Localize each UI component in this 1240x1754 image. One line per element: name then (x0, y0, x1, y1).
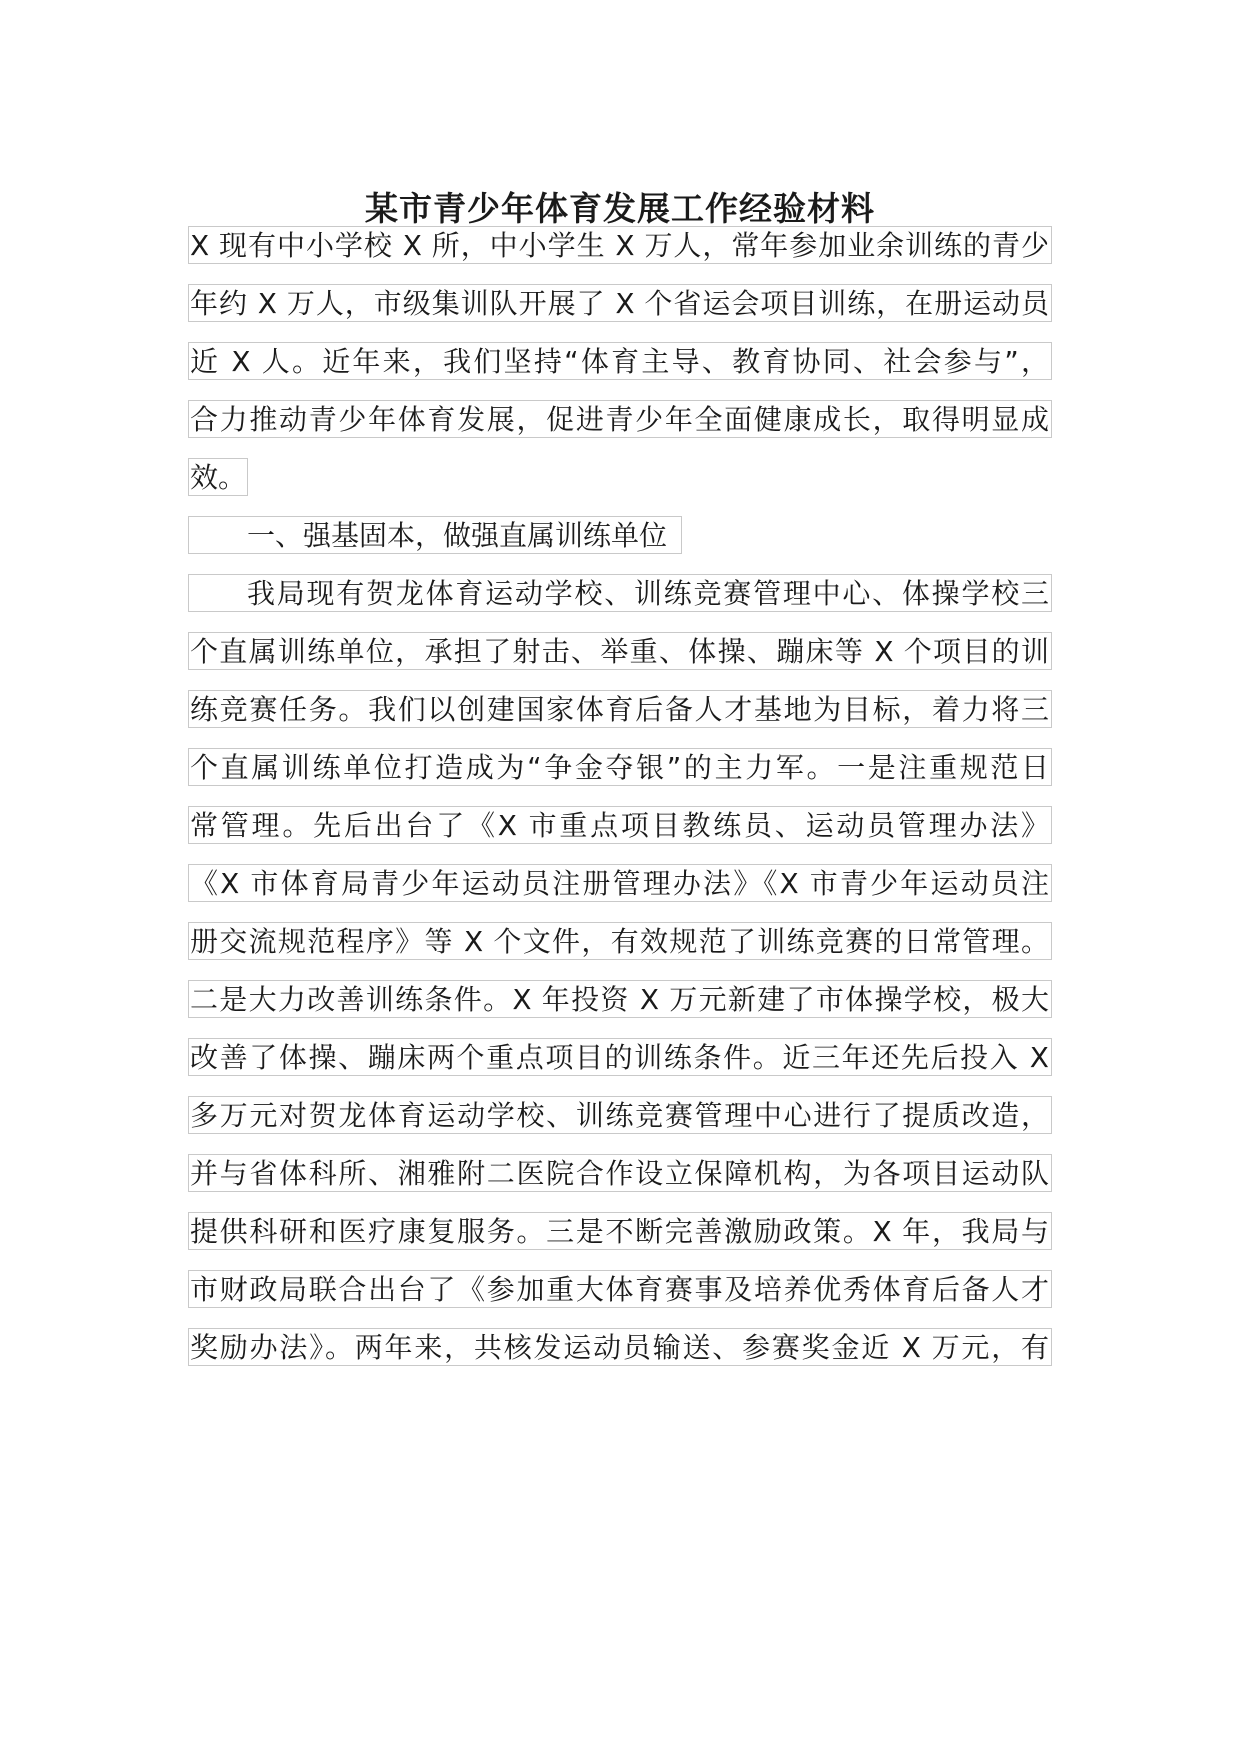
text-line: 个直属训练单位，承担了射击、举重、体操、蹦床等 X 个项目的训 (188, 632, 1052, 670)
text-line: 合力推动青少年体育发展，促进青少年全面健康成长，取得明显成 (188, 400, 1052, 438)
text-line: 提供科研和医疗康复服务。三是不断完善激励政策。X 年，我局与 (188, 1212, 1052, 1250)
text-line: 奖励办法》。两年来，共核发运动员输送、参赛奖金近 X 万元，有 (188, 1328, 1052, 1366)
text-line: 练竞赛任务。我们以创建国家体育后备人才基地为目标，着力将三 (188, 690, 1052, 728)
text-line: 册交流规范程序》等 X 个文件，有效规范了训练竞赛的日常管理。 (188, 922, 1052, 960)
text-line: 市财政局联合出台了《参加重大体育赛事及培养优秀体育后备人才 (188, 1270, 1052, 1308)
text-line: 年约 X 万人，市级集训队开展了 X 个省运会项目训练，在册运动员 (188, 284, 1052, 322)
text-line: 个直属训练单位打造成为“争金夺银”的主力军。一是注重规范日 (188, 748, 1052, 786)
text-line: 效。 (188, 458, 248, 496)
text-line: X 现有中小学校 X 所，中小学生 X 万人，常年参加业余训练的青少 (188, 226, 1052, 264)
text-line: 改善了体操、蹦床两个重点项目的训练条件。近三年还先后投入 X (188, 1038, 1052, 1076)
text-line: 近 X 人。近年来，我们坚持“体育主导、教育协同、社会参与”， (188, 342, 1052, 380)
text-line: 《X 市体育局青少年运动员注册管理办法》《X 市青少年运动员注 (188, 864, 1052, 902)
text-line: 并与省体科所、湘雅附二医院合作设立保障机构，为各项目运动队 (188, 1154, 1052, 1192)
text-line: 二是大力改善训练条件。X 年投资 X 万元新建了市体操学校，极大 (188, 980, 1052, 1018)
text-line: 常管理。先后出台了《X 市重点项目教练员、运动员管理办法》 (188, 806, 1052, 844)
text-line: 多万元对贺龙体育运动学校、训练竞赛管理中心进行了提质改造， (188, 1096, 1052, 1134)
text-line: 我局现有贺龙体育运动学校、训练竞赛管理中心、体操学校三 (188, 574, 1052, 612)
document-title: 某市青少年体育发展工作经验材料 (365, 189, 875, 228)
section-heading: 一、强基固本，做强直属训练单位 (188, 516, 682, 554)
